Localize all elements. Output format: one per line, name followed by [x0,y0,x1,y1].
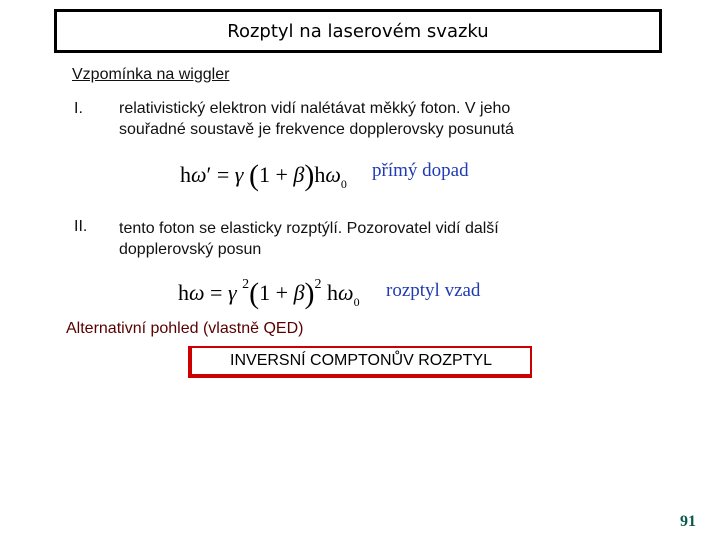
equation-label-direct: přímý dopad [372,160,469,181]
alternative-heading: Alternativní pohled (vlastně QED) [66,320,304,337]
equation-backscatter: hω = γ $^2(1 + \beta)^2$ $h\omega_0$ [178,277,360,310]
item-number-2: II. [74,218,88,235]
item-number-1: I. [74,100,83,117]
equation-label-backscatter: rozptyl vzad [386,280,481,301]
page-number: 91 [680,513,696,530]
slide-title [54,9,662,53]
item-text-2: tento foton se elasticky rozptýlí. Pozorovatel vidí další dopplerovský posun [119,220,499,258]
item-text-1: relativistický elektron vidí nalétávat měkký foton. V jeho souřadné soustavě je frekvence dopplerovsky posunutá [119,100,514,138]
equation-direct: hω′ = γ $(1 + \beta)h\omega_0$ [180,159,347,192]
subheading: Vzpomínka na wiggler [72,66,230,83]
highlight-box [188,346,532,378]
slide-title-text: Rozptyl na laserovém svazku [227,20,489,42]
highlight-box-text: INVERSNÍ COMPTONŮV ROZPTYL [230,352,492,369]
